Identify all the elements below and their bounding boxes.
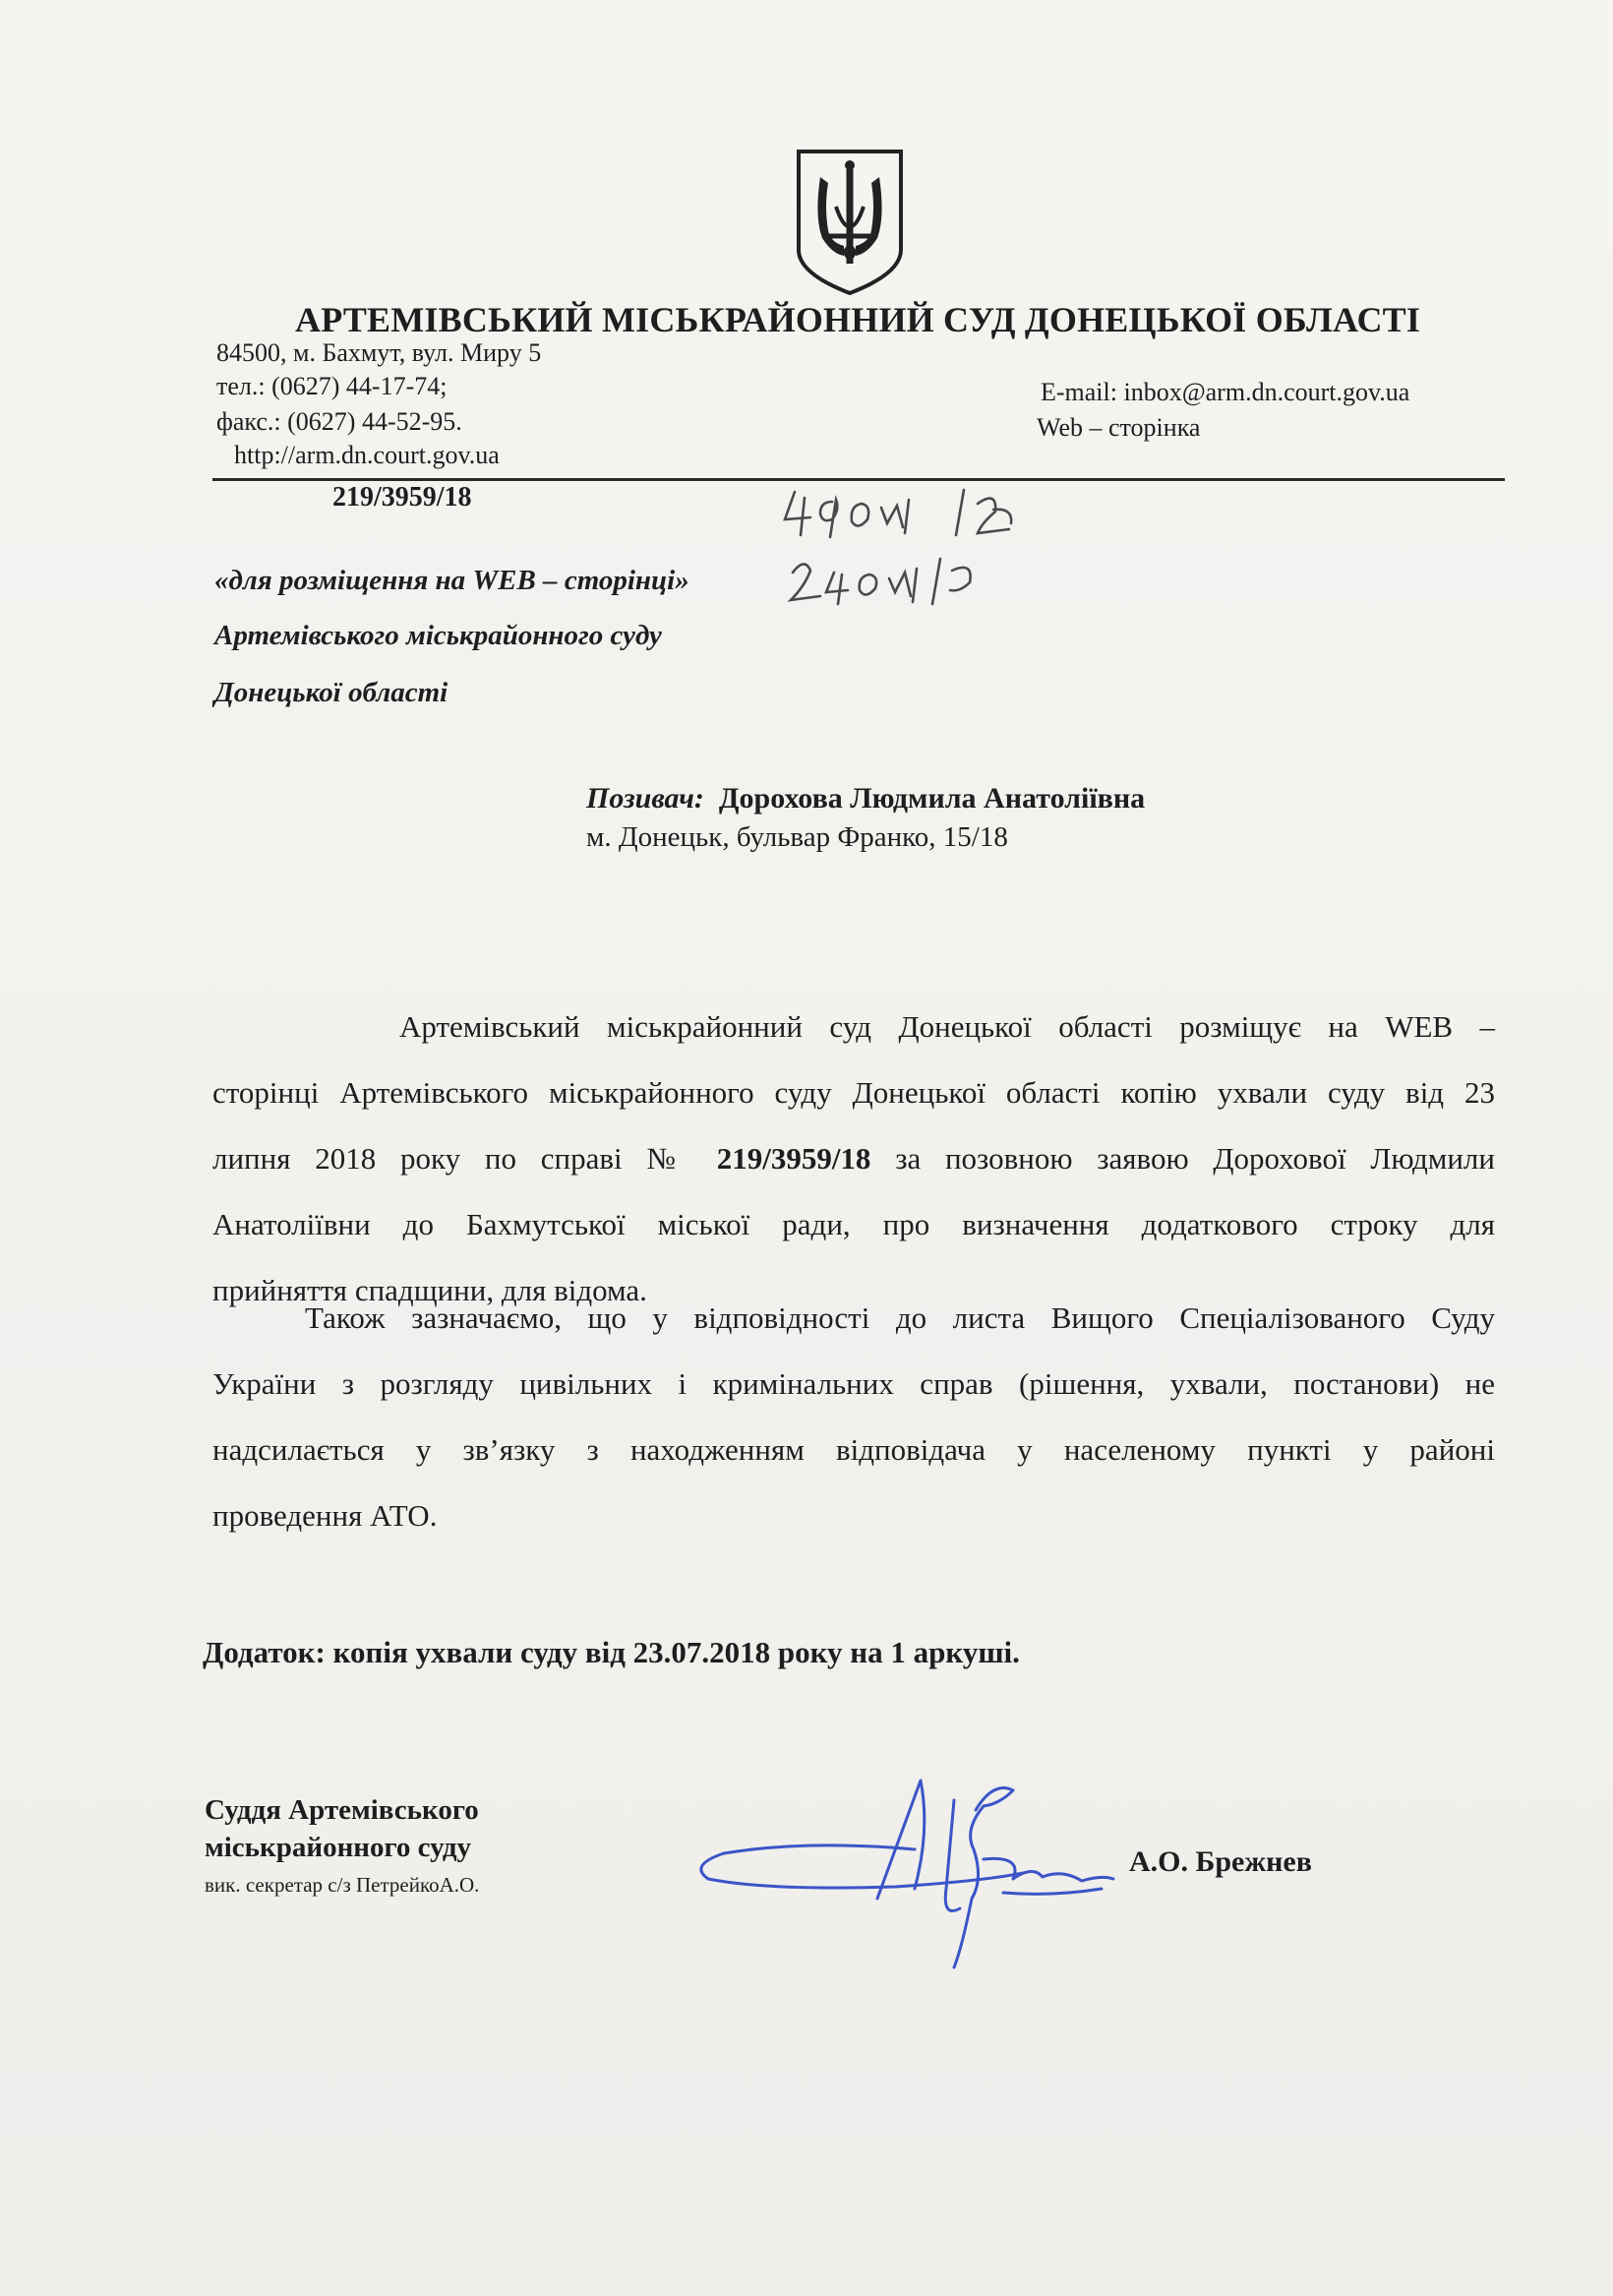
court-web-label: Web – сторінка (1037, 413, 1201, 442)
court-website: http://arm.dn.court.gov.ua (234, 441, 500, 469)
plaintiff-label: Позивач: (586, 782, 704, 815)
signatory-title-line-2: міськрайонного суду (205, 1832, 472, 1863)
handwritten-reg-number-2 (787, 543, 984, 610)
body-line: України з розгляду цивільних і кримінальних справ (рішення, ухвали, постанови) не (212, 1366, 1495, 1401)
body-line: Артемівський міськрайонний суд Донецької області розміщує на WEB – (399, 1009, 1495, 1044)
secretary-note: вик. секретар с/з ПетрейкоА.О. (205, 1873, 480, 1897)
coat-of-arms-trident-icon (793, 148, 907, 297)
handwritten-signature (688, 1771, 1121, 1987)
plaintiff-block (586, 782, 1145, 816)
addendum: Додаток: копія ухвали суду від 23.07.2018 року на 1 аркуші. (203, 1635, 1020, 1669)
court-address: 84500, м. Бахмут, вул. Миру 5 (216, 338, 542, 367)
signatory-title-line-1: Суддя Артемівського (205, 1794, 479, 1826)
court-name: АРТЕМІВСЬКИЙ МІСЬКРАЙОННИЙ СУД ДОНЕЦЬКОЇ ОБЛАСТІ (295, 300, 1421, 339)
body-line: Також зазначаємо, що у відповідності до листа Вищого Спеціалізованого Суду (305, 1300, 1495, 1335)
recipient-line-2: Артемівського міськрайонного суду (214, 620, 662, 651)
case-number: 219/3959/18 (332, 482, 472, 513)
plaintiff-name: Дорохова Людмила Анатоліївна (718, 782, 1146, 815)
recipient-line-1: «для розміщення на WEB – сторінці» (214, 565, 689, 596)
judge-name: А.О. Брежнев (1129, 1845, 1312, 1878)
plaintiff-address: м. Донецьк, бульвар Франко, 15/18 (586, 821, 1008, 853)
body-paragraph-2 (212, 1285, 1495, 1548)
recipient-line-3: Донецької області (214, 677, 448, 708)
case-number-inline: 219/3959/18 (716, 1141, 871, 1176)
handwritten-reg-number (777, 480, 1052, 541)
court-fax: факс.: (0627) 44-52-95. (216, 407, 462, 436)
court-phone: тел.: (0627) 44-17-74; (216, 372, 448, 400)
body-line: сторінці Артемівського міськрайонного суду Донецької області копію ухвали суду від 23 (212, 1075, 1495, 1110)
body-line: Анатоліївни до Бахмутської міської ради, про визначення додаткового строку для (212, 1207, 1495, 1241)
court-email: E-mail: inbox@arm.dn.court.gov.ua (1041, 378, 1410, 406)
body-line: надсилається у зв’язку з находженням відповідача у населеному пункті у районі (212, 1432, 1495, 1467)
body-line: липня 2018 року по справі № 219/3959/18 за позовною заявою Дорохової Людмили (212, 1141, 1495, 1176)
body-line: прийняття спадщини, для відома. (212, 1273, 647, 1307)
body-paragraph-1 (212, 994, 1495, 1323)
body-line: проведення АТО. (212, 1498, 438, 1533)
